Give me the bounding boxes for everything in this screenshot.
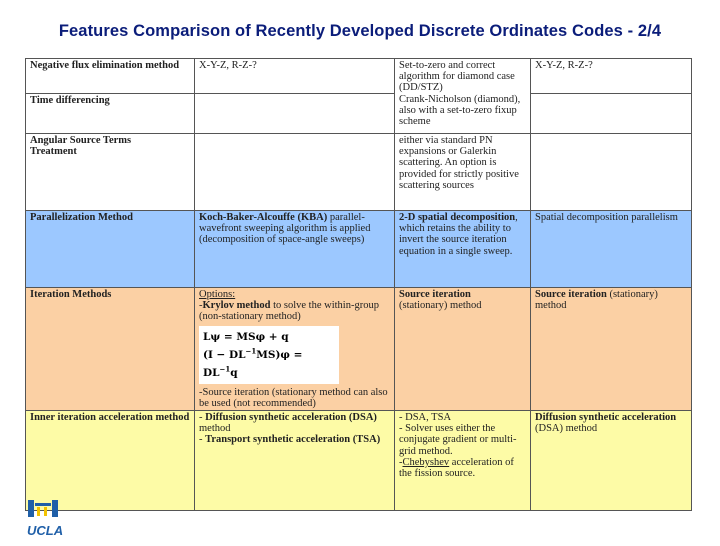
table-row-iteration-methods: [26, 288, 692, 411]
logo-lintel: [35, 503, 51, 506]
cell-time-differencing-col1: [195, 94, 395, 134]
equation-box: [199, 326, 339, 384]
cell-inner-col3: [531, 411, 692, 511]
cell-time-differencing-col3: [531, 94, 692, 134]
row-label-negative-flux: Negative flux elimination method: [26, 59, 195, 94]
cell-inner-col1: [195, 411, 395, 511]
dsa-dash: -: [199, 412, 206, 424]
cell-negative-flux-col1: X-Y-Z, R-Z-?: [195, 59, 395, 94]
ucla-logo-mark: [26, 497, 66, 541]
row-label-iteration: Iteration Methods: [26, 288, 195, 411]
eq2-part-b: MS)φ = DL: [203, 348, 303, 379]
row-label-parallelization: Parallelization Method: [26, 211, 195, 288]
time-differencing-col2-text: Crank-Nicholson (diamond), also with a set-to-zero fixup scheme: [399, 93, 521, 128]
krylov-line: [199, 300, 390, 322]
table-row-inner-acceleration: [26, 411, 692, 511]
tsa-text: Transport synthetic acceleration (TSA): [205, 434, 381, 446]
chebyshev-text: Chebyshev: [402, 456, 450, 468]
table-row-angular-source: [26, 134, 692, 211]
krylov-text: Krylov method: [202, 300, 271, 312]
spatial-2d-desc: , which retains the ability to invert the source iteration equation in a single sweep.: [399, 212, 518, 257]
solver-line: - Solver uses either the conjugate gradient or multi-grid method.: [399, 423, 517, 457]
table-row-time-differencing: [26, 94, 692, 134]
source-iteration-bold-2: Source iteration: [399, 289, 471, 300]
eq2-part-a: (I − DL: [203, 348, 246, 361]
eq2-sup-2: −1: [219, 364, 231, 374]
page-title: Features Comparison of Recently Developed Discrete Ordinates Codes - 2/4: [58, 22, 662, 40]
row-label-inner-acceleration: Inner iteration acceleration method: [26, 411, 195, 511]
cell-iteration-col1: [195, 288, 395, 411]
kba-text: Koch-Baker-Alcouffe (KBA): [199, 212, 328, 223]
angular-label-line1: Angular Source Terms: [30, 135, 132, 146]
cell-negative-flux-col3: X-Y-Z, R-Z-?: [531, 59, 692, 94]
equation-1: Lψ = MSφ + q: [203, 330, 289, 343]
logo-pillar-left: [28, 500, 34, 517]
cell-parallelization-col2: [395, 211, 531, 288]
chebyshev-line: [399, 457, 526, 479]
krylov-desc: to solve the within-group (non-stationary method): [199, 300, 379, 323]
cell-iteration-col2: [395, 288, 531, 411]
row-label-angular-source: [26, 134, 195, 211]
source-iteration-desc-2: (stationary) method: [399, 300, 482, 312]
source-iteration-bold-3: Source iteration: [535, 289, 607, 300]
row-label-time-differencing: Time differencing: [26, 94, 195, 134]
kba-desc: parallel-wavefront sweeping algorithm is applied (decomposition of space-angle sweeps): [199, 212, 371, 246]
cell-angular-col3: [531, 134, 692, 211]
comparison-table: [25, 58, 692, 511]
source-iteration-note: -Source iteration (stationary method can also be used (not recommended): [199, 386, 388, 409]
tsa-dash: -: [199, 434, 206, 446]
cell-parallelization-col1: [195, 211, 395, 288]
krylov-dash: -: [199, 300, 203, 312]
cheb-dash: -: [399, 456, 403, 468]
logo-pillar-right: [52, 500, 58, 517]
dsa-post: method: [199, 423, 231, 435]
ucla-logo: [26, 497, 66, 541]
table-row-parallelization: [26, 211, 692, 288]
angular-label-line2: Treatment: [30, 146, 77, 158]
dsa-line: [199, 412, 390, 434]
cell-iteration-col3: [531, 288, 692, 411]
cell-angular-col2: either via standard PN expansions or Galerkin scattering. An option is provided for strictly positive scattering sources: [395, 134, 531, 211]
dsa-bold-3: Diffusion synthetic acceleration: [535, 412, 677, 424]
negative-flux-col2-text: Set-to-zero and correct algorithm for diamond case (DD/STZ): [399, 60, 515, 94]
source-iteration-desc-3: (stationary) method: [535, 289, 658, 312]
logo-column-1: [37, 507, 40, 516]
chebyshev-desc: acceleration of the fission source.: [399, 456, 514, 480]
equation-2: [203, 346, 335, 382]
cell-inner-col2: [395, 411, 531, 511]
dsa-text: Diffusion synthetic acceleration (DSA): [205, 412, 377, 424]
eq2-part-c: q: [230, 366, 238, 379]
spatial-2d-text: 2-D spatial decomposition: [399, 212, 516, 223]
tsa-line: [199, 434, 390, 445]
cell-angular-col1: [195, 134, 395, 211]
options-text: Options:: [199, 289, 236, 300]
logo-text: UCLA: [27, 523, 64, 538]
cell-parallelization-col3: Spatial decomposition parallelism: [531, 211, 692, 288]
dsa-desc-3: (DSA) method: [535, 423, 598, 435]
dsa-tsa-line: - DSA, TSA: [399, 412, 452, 424]
cell-negative-flux-col2: [395, 59, 531, 134]
logo-column-2: [44, 507, 47, 516]
eq2-sup-1: −1: [245, 346, 257, 356]
table-row-negative-flux: [26, 59, 692, 94]
